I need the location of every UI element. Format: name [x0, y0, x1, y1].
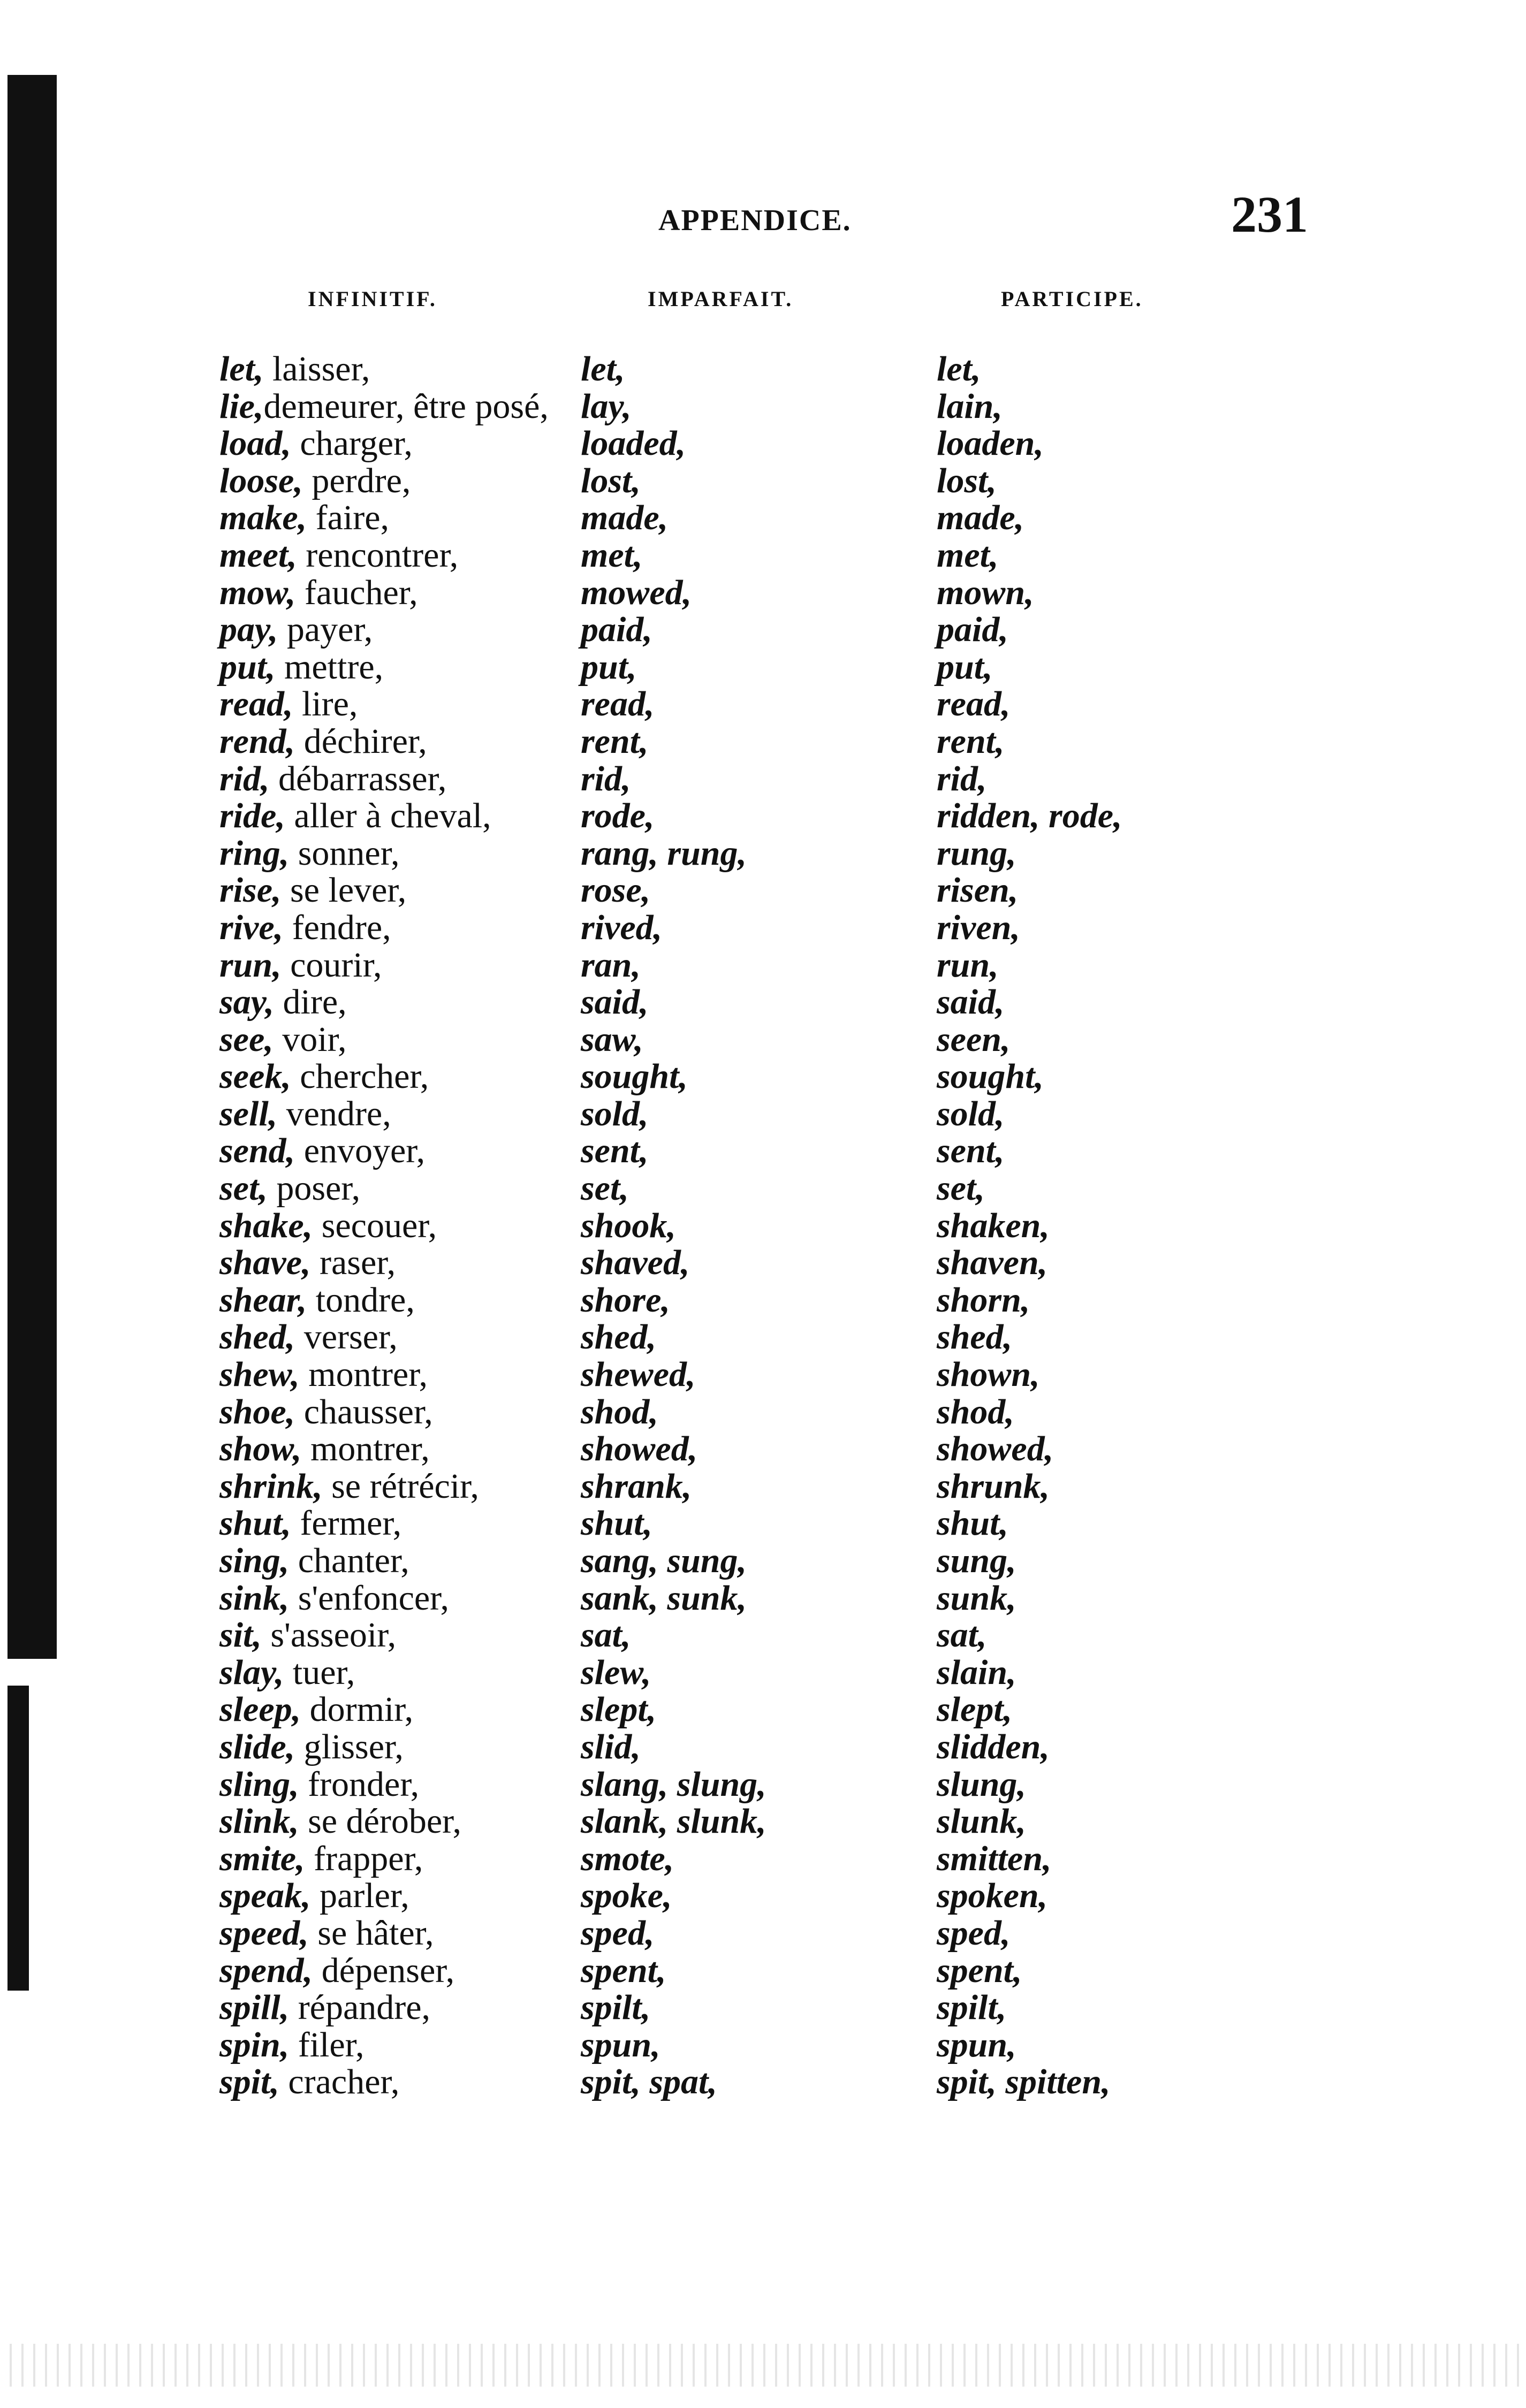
french-translation: filer,: [289, 2025, 365, 2064]
french-translation: rencontrer,: [297, 535, 459, 575]
infinitive-cell: [219, 797, 491, 835]
table-row: [0, 1319, 1526, 1356]
english-verb: mow,: [219, 573, 296, 612]
infinitive-cell: [219, 1915, 434, 1952]
infinitive-cell: [219, 984, 347, 1021]
imperfect-cell: slid,: [581, 1727, 641, 1766]
english-verb: spin,: [219, 2025, 290, 2064]
participle-cell: shaken,: [937, 1206, 1050, 1245]
participle-cell: run,: [937, 945, 999, 985]
imperfect-cell: read,: [581, 684, 655, 724]
infinitive-cell: [219, 947, 382, 984]
french-translation: demeurer, être posé,: [263, 386, 549, 426]
french-translation: se dérober,: [299, 1802, 461, 1841]
table-row: [0, 649, 1526, 686]
french-translation: aller à cheval,: [285, 796, 491, 836]
infinitive-cell: [219, 1021, 346, 1058]
infinitive-cell: [219, 388, 549, 425]
infinitive-cell: [219, 1877, 409, 1915]
imperfect-cell: shore,: [581, 1280, 670, 1320]
french-translation: tondre,: [307, 1280, 415, 1320]
participle-cell: sold,: [937, 1094, 1005, 1133]
english-verb: ride,: [219, 796, 285, 836]
imperfect-cell: rived,: [581, 908, 663, 947]
table-row: [0, 760, 1526, 798]
french-translation: déchirer,: [295, 721, 427, 761]
table-row: [0, 1282, 1526, 1319]
infinitive-cell: [219, 1430, 430, 1468]
english-verb: shut,: [219, 1504, 291, 1543]
imperfect-cell: spoke,: [581, 1876, 672, 1916]
infinitive-cell: [219, 1468, 479, 1505]
participle-cell: sat,: [937, 1616, 987, 1655]
english-verb: rive,: [219, 908, 284, 947]
infinitive-cell: [219, 1356, 428, 1393]
infinitive-cell: [219, 1989, 430, 2026]
infinitive-cell: [219, 649, 383, 686]
french-translation: chausser,: [295, 1392, 433, 1431]
english-verb: run,: [219, 945, 282, 985]
imperfect-cell: shut,: [581, 1504, 652, 1543]
column-headers: [0, 286, 1526, 318]
imperfect-cell: sped,: [581, 1913, 655, 1953]
table-row: [0, 1058, 1526, 1095]
french-translation: lire,: [293, 684, 358, 724]
imperfect-cell: shaved,: [581, 1243, 690, 1283]
imperfect-cell: sold,: [581, 1094, 649, 1133]
infinitive-cell: [219, 611, 373, 649]
french-translation: verser,: [295, 1317, 398, 1357]
participle-cell: rid,: [937, 759, 987, 798]
english-verb: sit,: [219, 1616, 262, 1655]
imperfect-cell: spit, spat,: [581, 2062, 717, 2102]
table-row: [0, 1244, 1526, 1282]
french-translation: frapper,: [305, 1839, 423, 1878]
infinitive-cell: [219, 1803, 461, 1840]
imperfect-cell: sought,: [581, 1057, 688, 1096]
participle-cell: slung,: [937, 1764, 1026, 1804]
participle-cell: shaven,: [937, 1243, 1048, 1283]
table-row: [0, 537, 1526, 574]
participle-cell: shrunk,: [937, 1466, 1050, 1506]
infinitive-cell: [219, 350, 370, 388]
column-header-participle: PARTICIPE.: [1001, 287, 1143, 311]
infinitive-cell: [219, 1952, 454, 1990]
french-translation: parler,: [310, 1876, 409, 1916]
english-verb: let,: [219, 349, 264, 388]
imperfect-cell: slept,: [581, 1690, 657, 1729]
table-row: [0, 1095, 1526, 1133]
page-header: [0, 186, 1526, 257]
french-translation: secouer,: [313, 1206, 437, 1245]
table-row: [0, 388, 1526, 425]
english-verb: set,: [219, 1169, 268, 1208]
infinitive-cell: [219, 1580, 449, 1617]
participle-cell: set,: [937, 1169, 985, 1208]
imperfect-cell: spun,: [581, 2025, 660, 2064]
table-row: [0, 1468, 1526, 1505]
french-translation: poser,: [267, 1169, 361, 1208]
infinitive-cell: [219, 574, 418, 612]
infinitive-cell: [219, 1207, 437, 1245]
english-verb: see,: [219, 1019, 274, 1059]
infinitive-cell: [219, 1058, 429, 1095]
table-row: [0, 1542, 1526, 1580]
participle-cell: rung,: [937, 833, 1016, 873]
infinitive-cell: [219, 2026, 365, 2064]
table-row: [0, 984, 1526, 1021]
imperfect-cell: smote,: [581, 1839, 674, 1878]
french-translation: se rétrécir,: [322, 1466, 479, 1506]
infinitive-cell: [219, 1766, 419, 1803]
imperfect-cell: loaded,: [581, 424, 686, 463]
french-translation: faire,: [307, 498, 390, 538]
imperfect-cell: mowed,: [581, 573, 692, 612]
infinitive-cell: [219, 1728, 404, 1766]
french-translation: chercher,: [291, 1057, 429, 1096]
english-verb: sing,: [219, 1541, 290, 1580]
table-row: [0, 1430, 1526, 1468]
table-row: [0, 1505, 1526, 1542]
infinitive-cell: [219, 1170, 360, 1207]
french-translation: dormir,: [301, 1690, 414, 1729]
english-verb: read,: [219, 684, 293, 724]
french-translation: fronder,: [299, 1764, 420, 1804]
table-row: [0, 1691, 1526, 1728]
table-row: [0, 1132, 1526, 1170]
participle-cell: risen,: [937, 871, 1019, 910]
english-verb: speak,: [219, 1876, 311, 1916]
imperfect-cell: made,: [581, 498, 669, 538]
table-row: [0, 685, 1526, 723]
english-verb: load,: [219, 424, 291, 463]
english-verb: slay,: [219, 1652, 284, 1692]
participle-cell: read,: [937, 684, 1011, 724]
participle-cell: shut,: [937, 1504, 1008, 1543]
english-verb: shew,: [219, 1355, 300, 1394]
imperfect-cell: said,: [581, 982, 649, 1022]
infinitive-cell: [219, 425, 413, 462]
page-edge-stain: [0, 2344, 1526, 2387]
participle-cell: sped,: [937, 1913, 1011, 1953]
infinitive-cell: [219, 1542, 409, 1580]
french-translation: dire,: [274, 982, 347, 1022]
table-row: [0, 350, 1526, 388]
english-verb: say,: [219, 982, 275, 1022]
imperfect-cell: put,: [581, 647, 637, 687]
infinitive-cell: [219, 723, 427, 760]
infinitive-cell: [219, 2063, 399, 2101]
verb-table: [0, 350, 1526, 2101]
imperfect-cell: rang, rung,: [581, 833, 747, 873]
table-row: [0, 2063, 1526, 2101]
english-verb: shake,: [219, 1206, 313, 1245]
infinitive-cell: [219, 1095, 391, 1133]
english-verb: shrink,: [219, 1466, 323, 1506]
participle-cell: riven,: [937, 908, 1020, 947]
imperfect-cell: rid,: [581, 759, 631, 798]
french-translation: répandre,: [289, 1988, 431, 2028]
imperfect-cell: saw,: [581, 1019, 643, 1059]
table-row: [0, 425, 1526, 462]
table-row: [0, 499, 1526, 537]
table-row: [0, 1580, 1526, 1617]
french-translation: dépenser,: [313, 1950, 455, 1990]
participle-cell: spun,: [937, 2025, 1016, 2064]
imperfect-cell: set,: [581, 1169, 629, 1208]
imperfect-cell: ran,: [581, 945, 641, 985]
imperfect-cell: shrank,: [581, 1466, 692, 1506]
participle-cell: mown,: [937, 573, 1034, 612]
participle-cell: loaden,: [937, 424, 1044, 463]
infinitive-cell: [219, 1617, 396, 1654]
table-row: [0, 1021, 1526, 1058]
infinitive-cell: [219, 499, 389, 537]
english-verb: smite,: [219, 1839, 305, 1878]
participle-cell: shorn,: [937, 1280, 1030, 1320]
english-verb: sell,: [219, 1094, 278, 1133]
participle-cell: sung,: [937, 1541, 1016, 1580]
french-translation: tuer,: [284, 1652, 355, 1692]
table-row: [0, 1393, 1526, 1431]
english-verb: spend,: [219, 1950, 313, 1990]
table-row: [0, 1989, 1526, 2026]
english-verb: rise,: [219, 871, 282, 910]
french-translation: payer,: [278, 610, 373, 650]
french-translation: charger,: [291, 424, 413, 463]
infinitive-cell: [219, 462, 411, 500]
participle-cell: shod,: [937, 1392, 1014, 1431]
participle-cell: ridden, rode,: [937, 796, 1122, 836]
participle-cell: sent,: [937, 1131, 1005, 1171]
table-row: [0, 574, 1526, 612]
french-translation: s'enfoncer,: [289, 1578, 450, 1618]
english-verb: shave,: [219, 1243, 311, 1283]
table-row: [0, 1728, 1526, 1766]
french-translation: montrer,: [299, 1355, 428, 1394]
participle-cell: met,: [937, 535, 999, 575]
imperfect-cell: spilt,: [581, 1988, 651, 2028]
participle-cell: spent,: [937, 1950, 1022, 1990]
column-header-infinitive: INFINITIF.: [308, 287, 437, 311]
english-verb: send,: [219, 1131, 295, 1171]
running-head: APPENDICE.: [658, 204, 852, 237]
french-translation: se lever,: [281, 871, 407, 910]
participle-cell: slept,: [937, 1690, 1013, 1729]
table-row: [0, 835, 1526, 872]
participle-cell: lain,: [937, 386, 1003, 426]
table-row: [0, 909, 1526, 947]
english-verb: make,: [219, 498, 307, 538]
english-verb: loose,: [219, 461, 303, 500]
english-verb: shoe,: [219, 1392, 295, 1431]
infinitive-cell: [219, 1505, 401, 1542]
imperfect-cell: let,: [581, 349, 625, 388]
participle-cell: seen,: [937, 1019, 1011, 1059]
english-verb: meet,: [219, 535, 297, 575]
participle-cell: showed,: [937, 1429, 1054, 1469]
participle-cell: paid,: [937, 610, 1008, 650]
english-verb: sling,: [219, 1764, 299, 1804]
table-row: [0, 1170, 1526, 1207]
imperfect-cell: sang, sung,: [581, 1541, 747, 1580]
imperfect-cell: met,: [581, 535, 643, 575]
french-translation: faucher,: [295, 573, 418, 612]
participle-cell: spit, spitten,: [937, 2062, 1111, 2102]
english-verb: ring,: [219, 833, 290, 873]
participle-cell: slain,: [937, 1652, 1016, 1692]
imperfect-cell: slank, slunk,: [581, 1802, 766, 1841]
french-translation: glisser,: [295, 1727, 404, 1766]
participle-cell: sunk,: [937, 1578, 1016, 1618]
french-translation: cracher,: [279, 2062, 400, 2102]
infinitive-cell: [219, 1282, 415, 1319]
french-translation: raser,: [310, 1243, 396, 1283]
imperfect-cell: shod,: [581, 1392, 658, 1431]
imperfect-cell: shewed,: [581, 1355, 696, 1394]
english-verb: seek,: [219, 1057, 291, 1096]
english-verb: spill,: [219, 1988, 290, 2028]
french-translation: montrer,: [301, 1429, 430, 1469]
french-translation: courir,: [281, 945, 382, 985]
french-translation: sonner,: [289, 833, 400, 873]
participle-cell: lost,: [937, 461, 997, 500]
english-verb: spit,: [219, 2062, 279, 2102]
infinitive-cell: [219, 1319, 398, 1356]
imperfect-cell: sank, sunk,: [581, 1578, 747, 1618]
infinitive-cell: [219, 685, 358, 723]
french-translation: débarrasser,: [269, 759, 447, 798]
page-number: 231: [1231, 186, 1308, 243]
english-verb: sink,: [219, 1578, 290, 1618]
infinitive-cell: [219, 760, 446, 798]
imperfect-cell: sat,: [581, 1616, 631, 1655]
imperfect-cell: slang, slung,: [581, 1764, 766, 1804]
imperfect-cell: rent,: [581, 721, 649, 761]
english-verb: put,: [219, 647, 276, 687]
english-verb: pay,: [219, 610, 278, 650]
infinitive-cell: [219, 1393, 433, 1431]
table-row: [0, 797, 1526, 835]
imperfect-cell: spent,: [581, 1950, 666, 1990]
table-row: [0, 872, 1526, 909]
participle-cell: spilt,: [937, 1988, 1007, 2028]
table-row: [0, 1915, 1526, 1952]
infinitive-cell: [219, 1691, 413, 1728]
table-row: [0, 1840, 1526, 1878]
participle-cell: slidden,: [937, 1727, 1050, 1766]
participle-cell: made,: [937, 498, 1024, 538]
participle-cell: let,: [937, 349, 981, 388]
infinitive-cell: [219, 835, 400, 872]
english-verb: slide,: [219, 1727, 295, 1766]
english-verb: sleep,: [219, 1690, 301, 1729]
table-row: [0, 1617, 1526, 1654]
english-verb: shed,: [219, 1317, 295, 1357]
participle-cell: said,: [937, 982, 1005, 1022]
participle-cell: slunk,: [937, 1802, 1026, 1841]
imperfect-cell: lost,: [581, 461, 641, 500]
table-row: [0, 1207, 1526, 1245]
french-translation: chanter,: [289, 1541, 409, 1580]
table-row: [0, 1356, 1526, 1393]
english-verb: rid,: [219, 759, 270, 798]
column-header-imperfect: IMPARFAIT.: [648, 287, 794, 311]
imperfect-cell: sent,: [581, 1131, 649, 1171]
infinitive-cell: [219, 1654, 355, 1691]
english-verb: rend,: [219, 721, 295, 761]
table-row: [0, 1952, 1526, 1990]
imperfect-cell: rode,: [581, 796, 655, 836]
table-row: [0, 947, 1526, 984]
table-row: [0, 1766, 1526, 1803]
french-translation: fermer,: [291, 1504, 402, 1543]
table-row: [0, 462, 1526, 500]
participle-cell: spoken,: [937, 1876, 1048, 1916]
english-verb: show,: [219, 1429, 302, 1469]
participle-cell: shed,: [937, 1317, 1013, 1357]
infinitive-cell: [219, 909, 391, 947]
infinitive-cell: [219, 537, 458, 574]
imperfect-cell: slew,: [581, 1652, 651, 1692]
french-translation: mettre,: [275, 647, 384, 687]
imperfect-cell: shook,: [581, 1206, 676, 1245]
table-row: [0, 723, 1526, 760]
english-verb: lie,: [219, 386, 264, 426]
french-translation: se hâter,: [308, 1913, 434, 1953]
participle-cell: shown,: [937, 1355, 1040, 1394]
imperfect-cell: shed,: [581, 1317, 657, 1357]
infinitive-cell: [219, 1132, 425, 1170]
table-row: [0, 1877, 1526, 1915]
table-row: [0, 2026, 1526, 2064]
french-translation: voir,: [273, 1019, 347, 1059]
imperfect-cell: showed,: [581, 1429, 698, 1469]
french-translation: perdre,: [302, 461, 411, 500]
infinitive-cell: [219, 1840, 423, 1878]
table-row: [0, 1654, 1526, 1691]
english-verb: slink,: [219, 1802, 299, 1841]
infinitive-cell: [219, 1244, 396, 1282]
english-verb: speed,: [219, 1913, 309, 1953]
table-row: [0, 1803, 1526, 1840]
imperfect-cell: paid,: [581, 610, 652, 650]
participle-cell: rent,: [937, 721, 1005, 761]
english-verb: shear,: [219, 1280, 307, 1320]
participle-cell: smitten,: [937, 1839, 1052, 1878]
imperfect-cell: lay,: [581, 386, 632, 426]
french-translation: laisser,: [263, 349, 370, 388]
infinitive-cell: [219, 872, 406, 909]
french-translation: s'asseoir,: [261, 1616, 397, 1655]
participle-cell: sought,: [937, 1057, 1044, 1096]
french-translation: vendre,: [277, 1094, 391, 1133]
french-translation: fendre,: [283, 908, 391, 947]
imperfect-cell: rose,: [581, 871, 651, 910]
french-translation: envoyer,: [295, 1131, 426, 1171]
participle-cell: put,: [937, 647, 993, 687]
table-row: [0, 611, 1526, 649]
